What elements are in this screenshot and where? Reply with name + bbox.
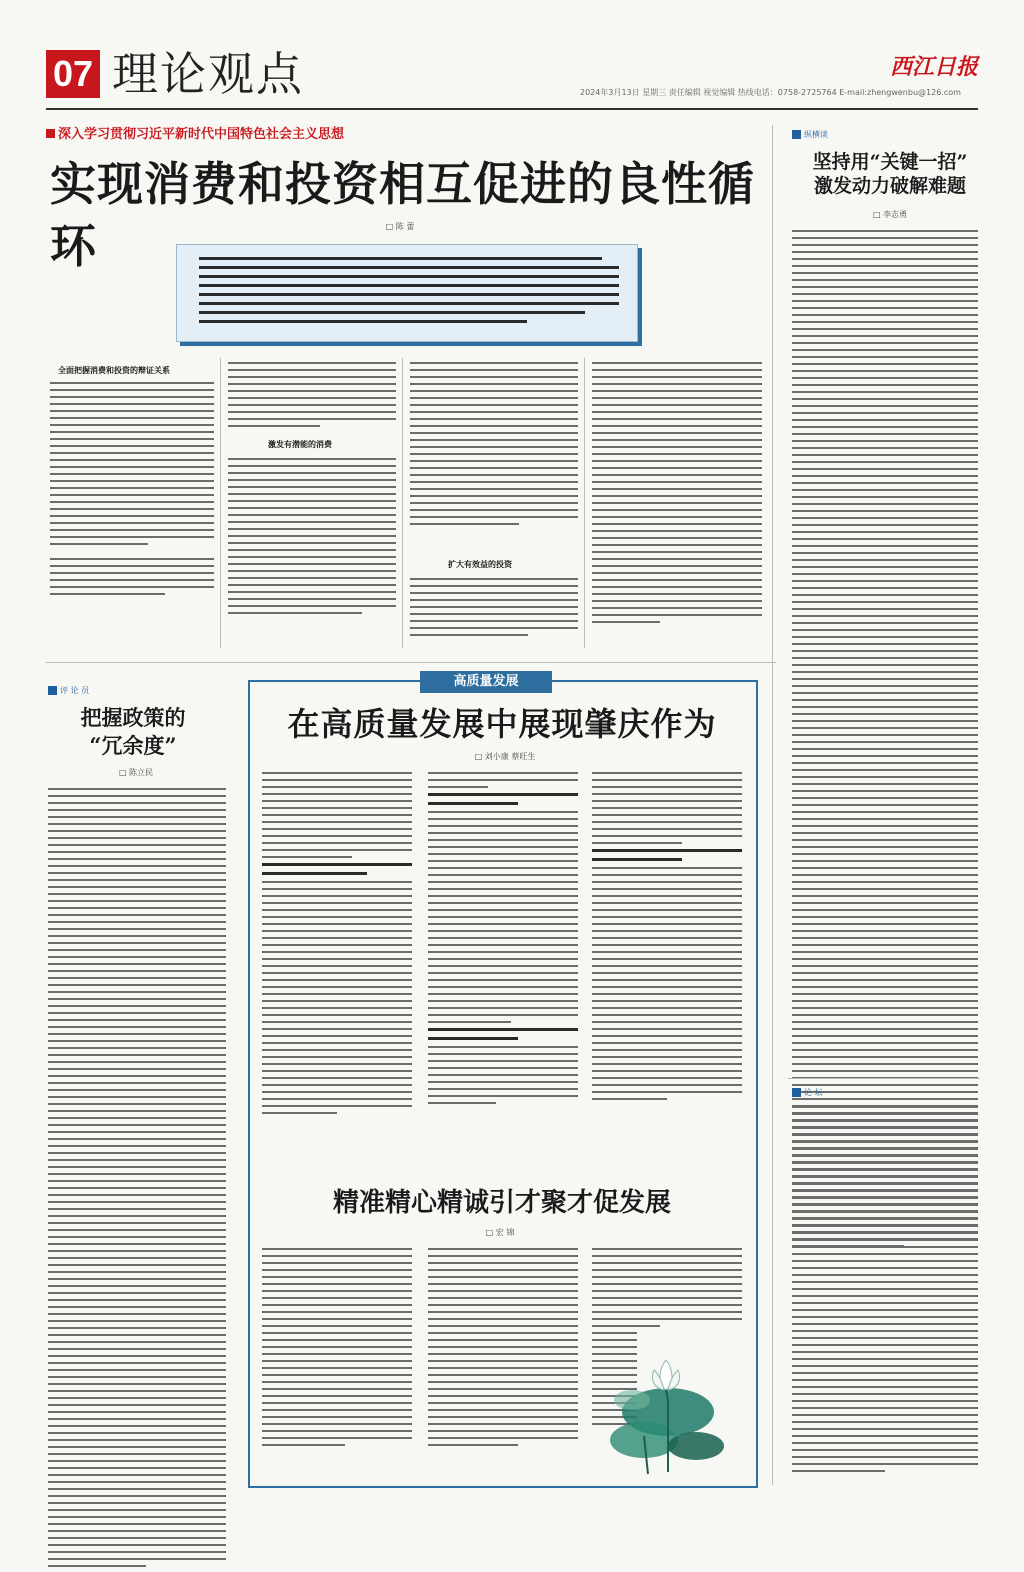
hq-column-3-text <box>592 772 742 1105</box>
section-title: 理论观点 <box>112 47 304 101</box>
main-column-1-text <box>50 382 214 600</box>
main-column-2b-text <box>228 458 396 619</box>
bottom-right-text <box>792 1106 978 1477</box>
left-article-tag: 评 论 员 <box>48 686 89 696</box>
main-column-3-text <box>410 362 578 530</box>
right-headline-line-2: 激发动力破解难题 <box>813 175 966 197</box>
header-rule <box>46 108 978 110</box>
right-article-headline <box>790 150 990 198</box>
high-quality-tab: 高质量发展 <box>420 671 552 693</box>
right-article-text <box>792 230 978 1252</box>
kicker-text: 深入学习贯彻习近平新时代中国特色社会主义思想 <box>58 127 345 142</box>
hq-column-1-text <box>262 772 412 1119</box>
left-article-headline <box>48 704 218 760</box>
talent-column-2-text <box>428 1248 578 1451</box>
lotus-leaves-icon <box>610 1388 724 1474</box>
hq-column-2-text <box>428 772 578 1109</box>
talent-column-1-text <box>262 1248 412 1451</box>
subhead-investment: 扩大有效益的投资 <box>448 560 512 569</box>
lotus-illustration <box>596 1340 736 1480</box>
right-article-byline: □ 李志勇 <box>872 210 908 219</box>
right-article-tag: 纵横谈 <box>792 130 828 140</box>
talent-byline: □ 宏 锦 <box>485 1228 515 1237</box>
main-headline: 实现消费和投资相互促进的良性循环 <box>50 157 755 273</box>
column-divider <box>220 358 221 648</box>
talent-headline: 精准精心精诚引才聚才促发展 <box>332 1188 671 1218</box>
right-column-divider <box>772 125 773 1485</box>
hq-byline: □ 刘小康 蔡旺生 <box>474 752 536 761</box>
left-headline-line-2: “冗余度” <box>89 733 177 758</box>
tag-block-icon <box>48 686 57 695</box>
main-byline: □ 陈 蕾 <box>385 222 415 231</box>
right-headline-line-1: 坚持用“关键一招” <box>812 151 968 173</box>
left-article-text <box>48 788 226 1572</box>
page-number: 07 <box>46 50 100 98</box>
left-article-byline: □ 陈立民 <box>118 768 154 777</box>
section-divider <box>788 1078 980 1079</box>
subhead-dialectic: 全面把握消费和投资的辩证关系 <box>58 366 170 375</box>
summary-text-block <box>199 257 619 329</box>
column-divider <box>402 358 403 648</box>
newspaper-masthead: 西江日报 <box>890 54 979 80</box>
main-column-4-text <box>592 362 762 628</box>
square-bullet-icon <box>46 129 55 138</box>
header-info-line: 2024年3月13日 星期三 责任编辑 视觉编辑 热线电话：0758-2725764 E-mail:zhengwenbu@126.com <box>580 88 961 97</box>
section-divider <box>46 662 776 663</box>
subhead-consumption: 激发有潜能的消费 <box>268 440 332 449</box>
main-column-2-text <box>228 362 396 432</box>
main-column-3b-text <box>410 578 578 641</box>
article-kicker <box>46 127 344 143</box>
tag-block-icon <box>792 130 801 139</box>
left-headline-line-1: 把握政策的 <box>80 705 186 730</box>
tag-block-icon <box>792 1088 801 1097</box>
bottom-right-tag: 论 坛 <box>792 1088 823 1098</box>
hq-headline: 在高质量发展中展现肇庆作为 <box>287 705 717 743</box>
column-divider <box>584 358 585 648</box>
summary-box <box>176 244 638 342</box>
